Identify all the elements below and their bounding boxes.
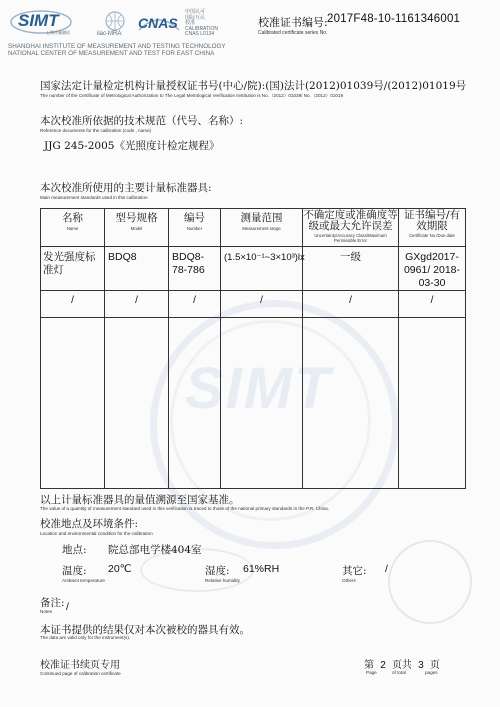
authorization-line: 国家法定计量检定机构计量授权证书号(中心/院):(国)法计(2012)01039号/(2012)01019号 bbox=[40, 80, 467, 92]
column-header-uncertainty bbox=[303, 209, 399, 247]
page-suffix: 页 bbox=[429, 660, 440, 671]
cert-series-label-en: Calibrated certificate series No. bbox=[258, 30, 328, 36]
temperature-label-en: Ambient temperature bbox=[62, 578, 105, 583]
table-cell bbox=[105, 247, 169, 291]
table-cell bbox=[303, 247, 399, 291]
table-cell bbox=[169, 291, 221, 318]
column-header-model bbox=[105, 209, 169, 247]
column-header-range bbox=[221, 209, 303, 247]
column-header-number-cn: 编号 bbox=[184, 212, 205, 224]
simt-logo-text: SIMT bbox=[18, 11, 59, 30]
simt-watermark-logo: SIMT bbox=[185, 356, 332, 421]
table-cell bbox=[41, 318, 105, 489]
ilac-mra-logo bbox=[95, 10, 135, 40]
institute-name-line-1: SHANGHAI INSTITUTE OF MEASUREMENT AND TESTING TECHNOLOGY bbox=[8, 43, 226, 50]
validity-line: 本证书提供的结果仅对本次被校的器具有效。 bbox=[40, 624, 250, 636]
simt-logo-subtitle: 上海计量测试 bbox=[46, 30, 70, 35]
standard-model: BDQ8 bbox=[108, 251, 137, 263]
column-header-model-en: Model bbox=[130, 226, 143, 231]
cert-series-number: 2017F48-10-1161346001 bbox=[327, 13, 461, 25]
table-cell bbox=[221, 291, 303, 318]
ilac-mra-text: ilac-MRA bbox=[97, 31, 122, 37]
empty-slash: / bbox=[193, 295, 196, 306]
table-cell bbox=[41, 291, 105, 318]
traceability-line-en: The value of a quantity of measurement standard used in this verification is traced to those of the national primary standards in the P.R. China. bbox=[40, 506, 329, 511]
table-cell bbox=[169, 247, 221, 291]
cnas-en-line-1: CALIBRATION bbox=[185, 25, 218, 32]
page-prefix: 第 bbox=[364, 660, 374, 671]
table-cell bbox=[105, 291, 169, 318]
table-cell bbox=[399, 318, 466, 489]
page-number: 2 bbox=[380, 660, 386, 671]
cnas-cn-line-3: 校准 bbox=[185, 20, 196, 26]
column-header-certificate-en: Certificate No./Due date bbox=[409, 233, 455, 238]
standard-certificate: GXgd2017-0961/ 2018-03-30 bbox=[403, 251, 461, 289]
table-row bbox=[41, 291, 466, 318]
column-header-number bbox=[169, 209, 221, 247]
remarks-label: 备注: bbox=[40, 597, 65, 609]
reference-label: 本次校准所依据的技术规范（代号、名称）: bbox=[40, 115, 244, 127]
column-header-range-cn: 测量范围 bbox=[240, 212, 283, 224]
cnas-logo bbox=[135, 8, 183, 40]
humidity-label: 湿度: bbox=[205, 565, 230, 577]
column-header-number-en: Number bbox=[186, 226, 203, 231]
continued-page-label: 校准证书续页专用 bbox=[40, 660, 120, 671]
other-label: 其它: bbox=[342, 565, 367, 577]
column-header-uncertainty-cn: 不确定度或准确度等级或最大允许误差 bbox=[303, 209, 398, 232]
cnas-cn-line-2: 国际互认 bbox=[185, 14, 206, 21]
location-label: 校准地点及环境条件: bbox=[40, 518, 139, 530]
standard-uncertainty: 一级 bbox=[340, 251, 361, 263]
standard-name: 发光强度标准灯 bbox=[43, 251, 96, 276]
standards-table bbox=[40, 208, 466, 489]
table-header-row bbox=[41, 209, 466, 247]
standards-label-en: Main measurement standards used in this calibration bbox=[40, 195, 148, 200]
standard-range: (1.5×10⁻¹~3×10³)lx bbox=[224, 252, 305, 263]
page-en-3: pages bbox=[425, 670, 438, 675]
continued-page-label-en: Continued page of calibration certificate bbox=[40, 671, 121, 676]
empty-slash: / bbox=[349, 295, 352, 306]
table-cell bbox=[221, 318, 303, 489]
table-cell bbox=[221, 247, 303, 291]
remarks-value: / bbox=[66, 601, 69, 613]
faint-stamp-mark bbox=[388, 540, 472, 624]
page-en-1: Page bbox=[366, 670, 377, 675]
authorization-line-en: The number of the Certificate of Metrological Authorization to The Legal Metrological Verification Institution is No.（2012）01039/ No.（2012）01019 bbox=[40, 93, 344, 98]
table-cell bbox=[105, 318, 169, 489]
institute-name-line-2: NATIONAL CENTER OF MEASUREMENT AND TEST FOR EAST CHINA bbox=[8, 50, 215, 57]
column-header-certificate-cn: 证书编号/有效期限 bbox=[403, 209, 461, 232]
column-header-range-en: Measurement range bbox=[242, 226, 281, 231]
table-row bbox=[41, 247, 466, 291]
cnas-cn-line-1: 中国认可 bbox=[185, 9, 206, 15]
cnas-accreditation-box bbox=[185, 10, 235, 38]
cert-series-label: 校准证书编号: bbox=[258, 16, 328, 29]
standards-label: 本次校准所使用的主要计量标准器具: bbox=[40, 182, 212, 194]
column-header-certificate bbox=[399, 209, 466, 247]
traceability-line: 以上计量标准器具的量值溯源至国家基准。 bbox=[40, 494, 240, 506]
column-header-name-cn: 名称 bbox=[62, 212, 83, 224]
other-label-en: Others bbox=[342, 578, 356, 583]
place-value: 院总部电学楼404室 bbox=[108, 544, 202, 556]
empty-slash: / bbox=[430, 295, 434, 306]
humidity-label-en: Relative humidity bbox=[205, 578, 240, 583]
empty-slash: / bbox=[260, 295, 263, 306]
reference-label-en: Reference documents for the calibration (code , name) bbox=[40, 128, 152, 133]
column-header-uncertainty-en: Uncertainty/Accuracy Class/Maximum Permissible Error bbox=[314, 233, 387, 243]
temperature-label: 温度: bbox=[62, 565, 87, 577]
humidity-value: 61%RH bbox=[243, 563, 280, 575]
column-header-name-en: Name bbox=[66, 226, 79, 231]
cnas-en-line-2: CNAS L0134 bbox=[185, 31, 215, 37]
table-cell bbox=[303, 291, 399, 318]
standard-number: BDQ8-78-786 bbox=[172, 251, 205, 276]
page-en-2: of total bbox=[392, 670, 406, 675]
other-value: / bbox=[385, 563, 388, 575]
table-cell bbox=[169, 318, 221, 489]
location-label-en: Location and environmental condition for the calibration bbox=[40, 531, 153, 536]
temperature-value: 20℃ bbox=[108, 563, 132, 575]
empty-slash: / bbox=[135, 295, 138, 306]
page-middle: 页共 bbox=[391, 660, 412, 671]
table-cell bbox=[41, 247, 105, 291]
remarks-label-en: Notes bbox=[40, 609, 53, 614]
empty-slash: / bbox=[71, 295, 74, 306]
table-empty-row bbox=[41, 318, 466, 489]
table-cell bbox=[399, 291, 466, 318]
place-label: 地点: bbox=[62, 544, 87, 556]
reference-value: JJG 245-2005《光照度计检定规程》 bbox=[44, 140, 220, 152]
table-cell bbox=[303, 318, 399, 489]
page-number-block bbox=[364, 656, 440, 671]
cnas-logo-text: CNAS bbox=[138, 15, 178, 31]
validity-line-en: The data are valid only for the instrument(s). bbox=[40, 635, 131, 640]
simt-logo bbox=[8, 8, 78, 40]
column-header-model-cn: 型号规格 bbox=[115, 212, 158, 224]
page-total: 3 bbox=[418, 660, 424, 671]
table-cell bbox=[399, 247, 466, 291]
column-header-name bbox=[41, 209, 105, 247]
